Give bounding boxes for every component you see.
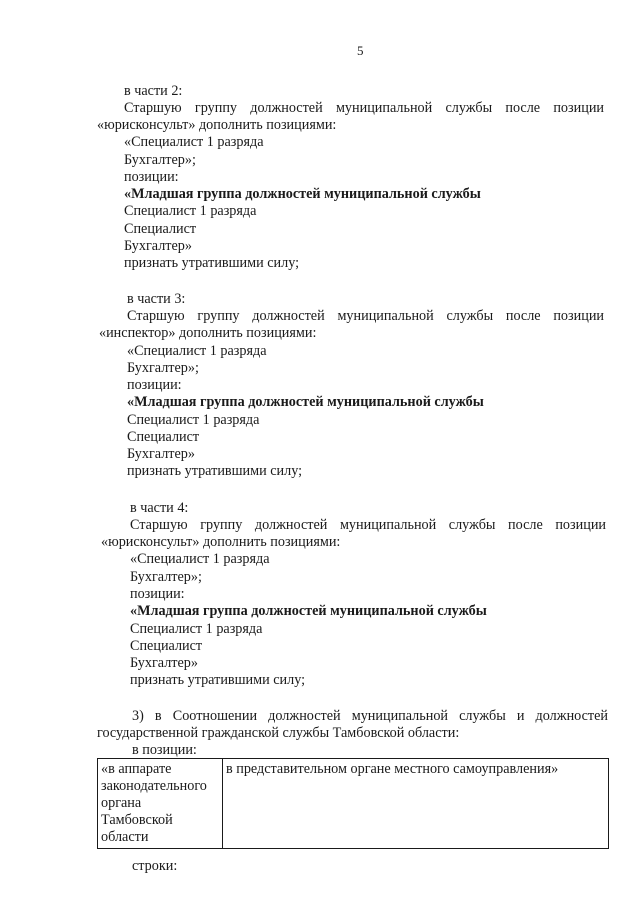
part-3-added-item-2: Бухгалтер»;	[127, 360, 199, 376]
part-2-added-item-2: Бухгалтер»;	[124, 152, 196, 168]
section-3-line-1: 3) в Соотношении должностей муниципальной службы и должностей	[132, 708, 608, 724]
part-4-intro-line-1: Старшую группу должностей муниципальной службы после позиции	[130, 517, 606, 533]
part-3-removed-item-1: Специалист 1 разряда	[127, 412, 260, 428]
table-row	[98, 759, 609, 849]
part-2-void-text: признать утратившими силу;	[124, 255, 300, 271]
part-3-intro-line-2: «инспектор» дополнить позициями:	[99, 325, 317, 341]
part-4-added-item-2: Бухгалтер»;	[130, 569, 202, 585]
part-3-removed-item-3: Бухгалтер»	[127, 446, 195, 462]
part-4-removed-item-3: Бухгалтер»	[130, 655, 198, 671]
part-2-group-title: «Младшая группа должностей муниципальной службы	[124, 186, 481, 202]
part-4-added-item-1: «Специалист 1 разряда	[130, 551, 270, 567]
part-3-void-text: признать утратившими силу;	[127, 463, 303, 479]
part-3-added-item-1: «Специалист 1 разряда	[127, 343, 267, 359]
part-3-heading: в части 3:	[127, 291, 186, 307]
part-4-removed-item-2: Специалист	[130, 638, 203, 654]
part-2-added-item-1: «Специалист 1 разряда	[124, 134, 264, 150]
part-4-group-title: «Младшая группа должностей муниципальной службы	[130, 603, 487, 619]
part-3-positions-label: позиции:	[127, 377, 182, 393]
part-4-heading: в части 4:	[130, 500, 189, 516]
table-cell-legislative-body: «в аппарате законодательного органа Тамбовской области	[98, 759, 223, 849]
positions-table	[97, 758, 609, 849]
part-2-intro-line-2: «юрисконсульт» дополнить позициями:	[97, 117, 337, 133]
section-3-positions-label: в позиции:	[132, 742, 197, 758]
rows-label: строки:	[132, 858, 178, 874]
part-4-intro-line-2: «юрисконсульт» дополнить позициями:	[101, 534, 341, 550]
part-2-positions-label: позиции:	[124, 169, 179, 185]
part-4-void-text: признать утратившими силу;	[130, 672, 306, 688]
table-cell-representative-body: в представительном органе местного самоуправления»	[223, 759, 609, 849]
part-3-group-title: «Младшая группа должностей муниципальной службы	[127, 394, 484, 410]
part-4-removed-item-1: Специалист 1 разряда	[130, 621, 263, 637]
part-2-removed-item-1: Специалист 1 разряда	[124, 203, 257, 219]
part-2-heading: в части 2:	[124, 83, 183, 99]
part-3-intro-line-1: Старшую группу должностей муниципальной службы после позиции	[127, 308, 604, 324]
part-2-removed-item-2: Специалист	[124, 221, 197, 237]
page-number: 5	[357, 43, 364, 58]
part-4-positions-label: позиции:	[130, 586, 185, 602]
part-3-removed-item-2: Специалист	[127, 429, 200, 445]
section-3-line-2: государственной гражданской службы Тамбовской области:	[97, 725, 460, 741]
part-2-intro-line-1: Старшую группу должностей муниципальной службы после позиции	[124, 100, 604, 116]
part-2-removed-item-3: Бухгалтер»	[124, 238, 192, 254]
